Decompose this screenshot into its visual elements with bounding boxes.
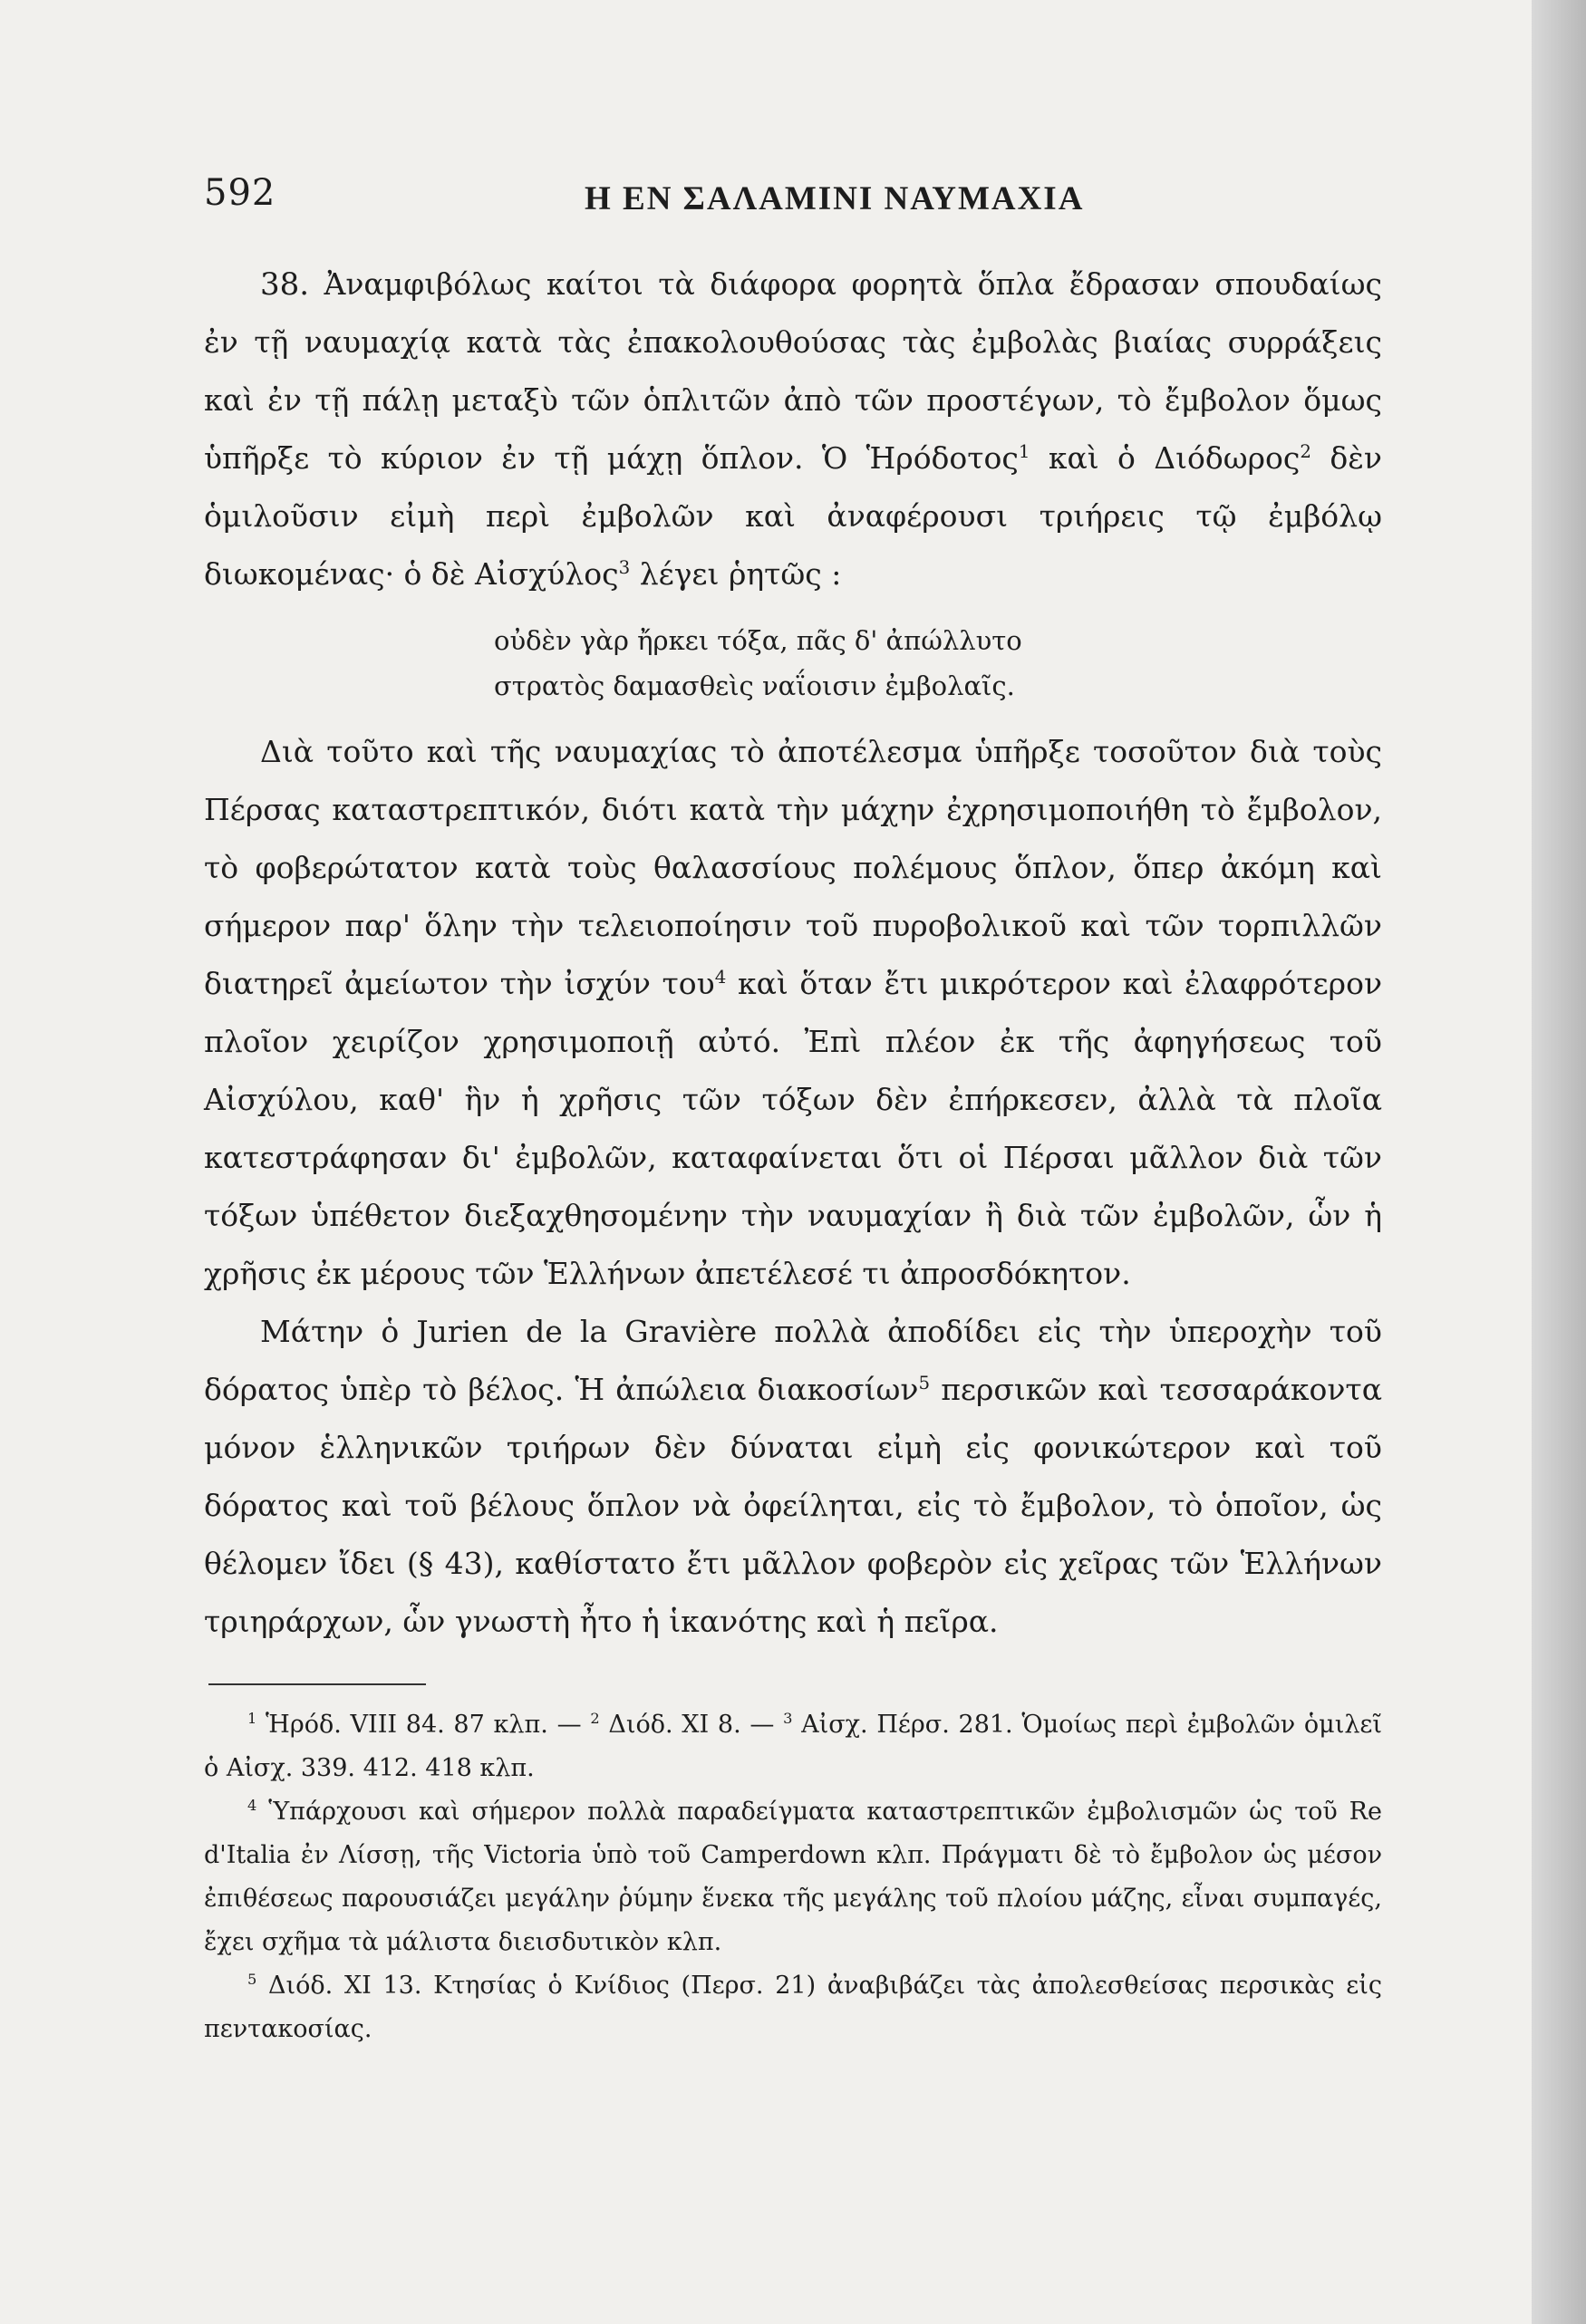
footnote-2-text: Διόδ. XI 8. — — [599, 1711, 784, 1739]
paragraph-2-text: Διὰ τοῦτο καὶ τῆς ναυμαχίας τὸ ἀποτέλεσμα ὑπῆρξε τοσοῦτον διὰ τοὺς Πέρσας καταστρεπτικόν, διότι κατὰ τὴν μάχην ἐχρησιμοποιήθη τὸ ἔμβολον, τὸ φοβερώτατον κατὰ τοὺς θαλασσίους πολέμους ὅπλον, ὅπερ ἀκόμη καὶ σήμερον παρ' ὅλην τὴν τελειοποίησιν τοῦ πυροβολικοῦ καὶ τῶν τορπιλλῶν διατηρεῖ ἀμείωτον τὴν ἰσχύν του — [204, 734, 1382, 1001]
footnote-ref-5: 5 — [918, 1373, 931, 1393]
paragraph-2 — [204, 723, 1382, 1303]
paragraph-1-mid2: δὲν ὁμιλοῦσιν εἰμὴ περὶ ἐμβολῶν καὶ ἀναφέρουσι τριήρεις τῷ ἐμβόλῳ διωκομένας· ὁ δὲ Αἰσχύλος — [204, 440, 1382, 592]
paragraph-1-end: λέγει ῥητῶς : — [630, 556, 842, 592]
footnote-ref-1: 1 — [1018, 441, 1030, 462]
paragraph-1 — [204, 256, 1382, 603]
footnote-marker-1: 1 — [247, 1710, 257, 1727]
paragraph-3 — [204, 1303, 1382, 1651]
footnote-ref-3: 3 — [618, 557, 631, 578]
page-edge — [1532, 0, 1586, 2324]
footnote-ref-2: 2 — [1300, 441, 1311, 462]
page-header — [204, 172, 1382, 227]
footnote-marker-2: 2 — [590, 1710, 600, 1727]
footnote-4-text: Ὑπάρχουσι καὶ σήμερον πολλὰ παραδείγματα καταστρεπτικῶν ἐμβολισμῶν ὡς τοῦ Re d'Italia ἐν Λίσσῃ, τῆς Victoria ὑπὸ τοῦ Camperdown κλπ. Πράγματι δὲ τὸ ἔμβολον ὡς μέσον ἐπιθέσεως παρουσιάζει μεγάλην ῥύμην ἕνεκα τῆς μεγάλης τοῦ πλοίου μάζης, εἶναι συμπαγές, ἔχει σχῆμα τὰ μάλιστα διεισδυτικὸν κλπ. — [204, 1798, 1382, 1956]
footnote-4 — [204, 1790, 1382, 1964]
page-number: 592 — [204, 172, 276, 214]
footnote-marker-4: 4 — [247, 1797, 257, 1814]
paragraph-2-end: καὶ ὅταν ἔτι μικρότερον καὶ ἐλαφρότερον πλοῖον χειρίζον χρησιμοποιῇ αὐτό. Ἐπὶ πλέον ἐκ τῆς ἀφηγήσεως τοῦ Αἰσχύλου, καθ' ἣν ἡ χρῆσις τῶν τόξων δὲν ἐπήρκεσεν, ἀλλὰ τὰ πλοῖα κατεστράφησαν δι' ἐμβολῶν, καταφαίνεται ὅτι οἱ Πέρσαι μᾶλλον διὰ τῶν τόξων ὑπέθετον διεξαχθησομένην τὴν ναυμαχίαν ἢ διὰ τῶν ἐμβολῶν, ὧν ἡ χρῆσις ἐκ μέρους τῶν Ἑλλήνων ἀπετέλεσέ τι ἀπροσδόκητον. — [204, 966, 1383, 1291]
footnote-divider — [208, 1683, 426, 1685]
quote-line-2: στρατὸς δαμασθεὶς ναΐοισιν ἐμβολαῖς. — [494, 670, 1015, 701]
paragraph-3-text: Μάτην ὁ Jurien de la Gravière πολλὰ ἀποδίδει εἰς τὴν ὑπεροχὴν τοῦ δόρατος ὑπὲρ τὸ βέλος. Ἡ ἀπώλεια διακοσίων — [204, 1314, 1382, 1407]
main-text — [204, 256, 1382, 1651]
paragraph-1-text: Ἀναμφιβόλως καίτοι τὰ διάφορα φορητὰ ὅπλα ἔδρασαν σπουδαίως ἐν τῇ ναυμαχίᾳ κατὰ τὰς ἐπακολουθούσας τὰς ἐμβολὰς βιαίας συρράξεις καὶ ἐν τῇ πάλῃ μεταξὺ τῶν ὁπλιτῶν ἀπὸ τῶν προστέγων, τὸ ἔμβολον ὅμως ὑπῆρξε τὸ κύριον ἐν τῇ μάχῃ ὅπλον. Ὁ Ἡρόδοτος — [204, 266, 1382, 476]
footnote-marker-5: 5 — [247, 1971, 257, 1988]
footnote-1-text: Ἡρόδ. VIII 84. 87 κλπ. — — [256, 1711, 591, 1739]
footnote-3-text: Αἰσχ. Πέρσ. 281. Ὁμοίως περὶ ἐμβολῶν ὁμιλεῖ ὁ Αἰσχ. 339. 412. 418 κλπ. — [204, 1711, 1383, 1782]
section-number: 38. — [260, 266, 310, 303]
footnote-marker-3: 3 — [783, 1710, 793, 1727]
footnote-1-3 — [204, 1703, 1382, 1790]
paragraph-1-mid1: καὶ ὁ Διόδωρος — [1030, 440, 1301, 476]
footnote-5-text: Διόδ. XI 13. Κτησίας ὁ Κνίδιος (Περσ. 21) ἀναβιβάζει τὰς ἀπολεσθείσας περσικὰς εἰς πεντακοσίας. — [204, 1972, 1382, 2043]
running-title: Η ΕΝ ΣΑΛΑΜΙΝΙ ΝΑΥΜΑΧΙΑ — [585, 180, 1085, 217]
footnote-5 — [204, 1964, 1382, 2051]
quote-line-1: οὐδὲν γὰρ ἤρκει τόξα, πᾶς δ' ἀπώλλυτο — [494, 625, 1022, 656]
footnotes — [204, 1703, 1382, 2051]
verse-quote — [494, 618, 1382, 709]
footnote-ref-4: 4 — [714, 967, 727, 988]
paragraph-3-end: περσικῶν καὶ τεσσαράκοντα μόνον ἑλληνικῶν τριήρων δὲν δύναται εἰμὴ εἰς φονικώτερον καὶ τοῦ δόρατος καὶ τοῦ βέλους ὅπλον νὰ ὀφείληται, εἰς τὸ ἔμβολον, τὸ ὁποῖον, ὡς θέλομεν ἴδει (§ 43), καθίστατο ἔτι μᾶλλον φοβερὸν εἰς χεῖρας τῶν Ἑλλήνων τριηράρχων, ὧν γνωστὴ ἦτο ἡ ἱκανότης καὶ ἡ πεῖρα. — [204, 1372, 1382, 1639]
